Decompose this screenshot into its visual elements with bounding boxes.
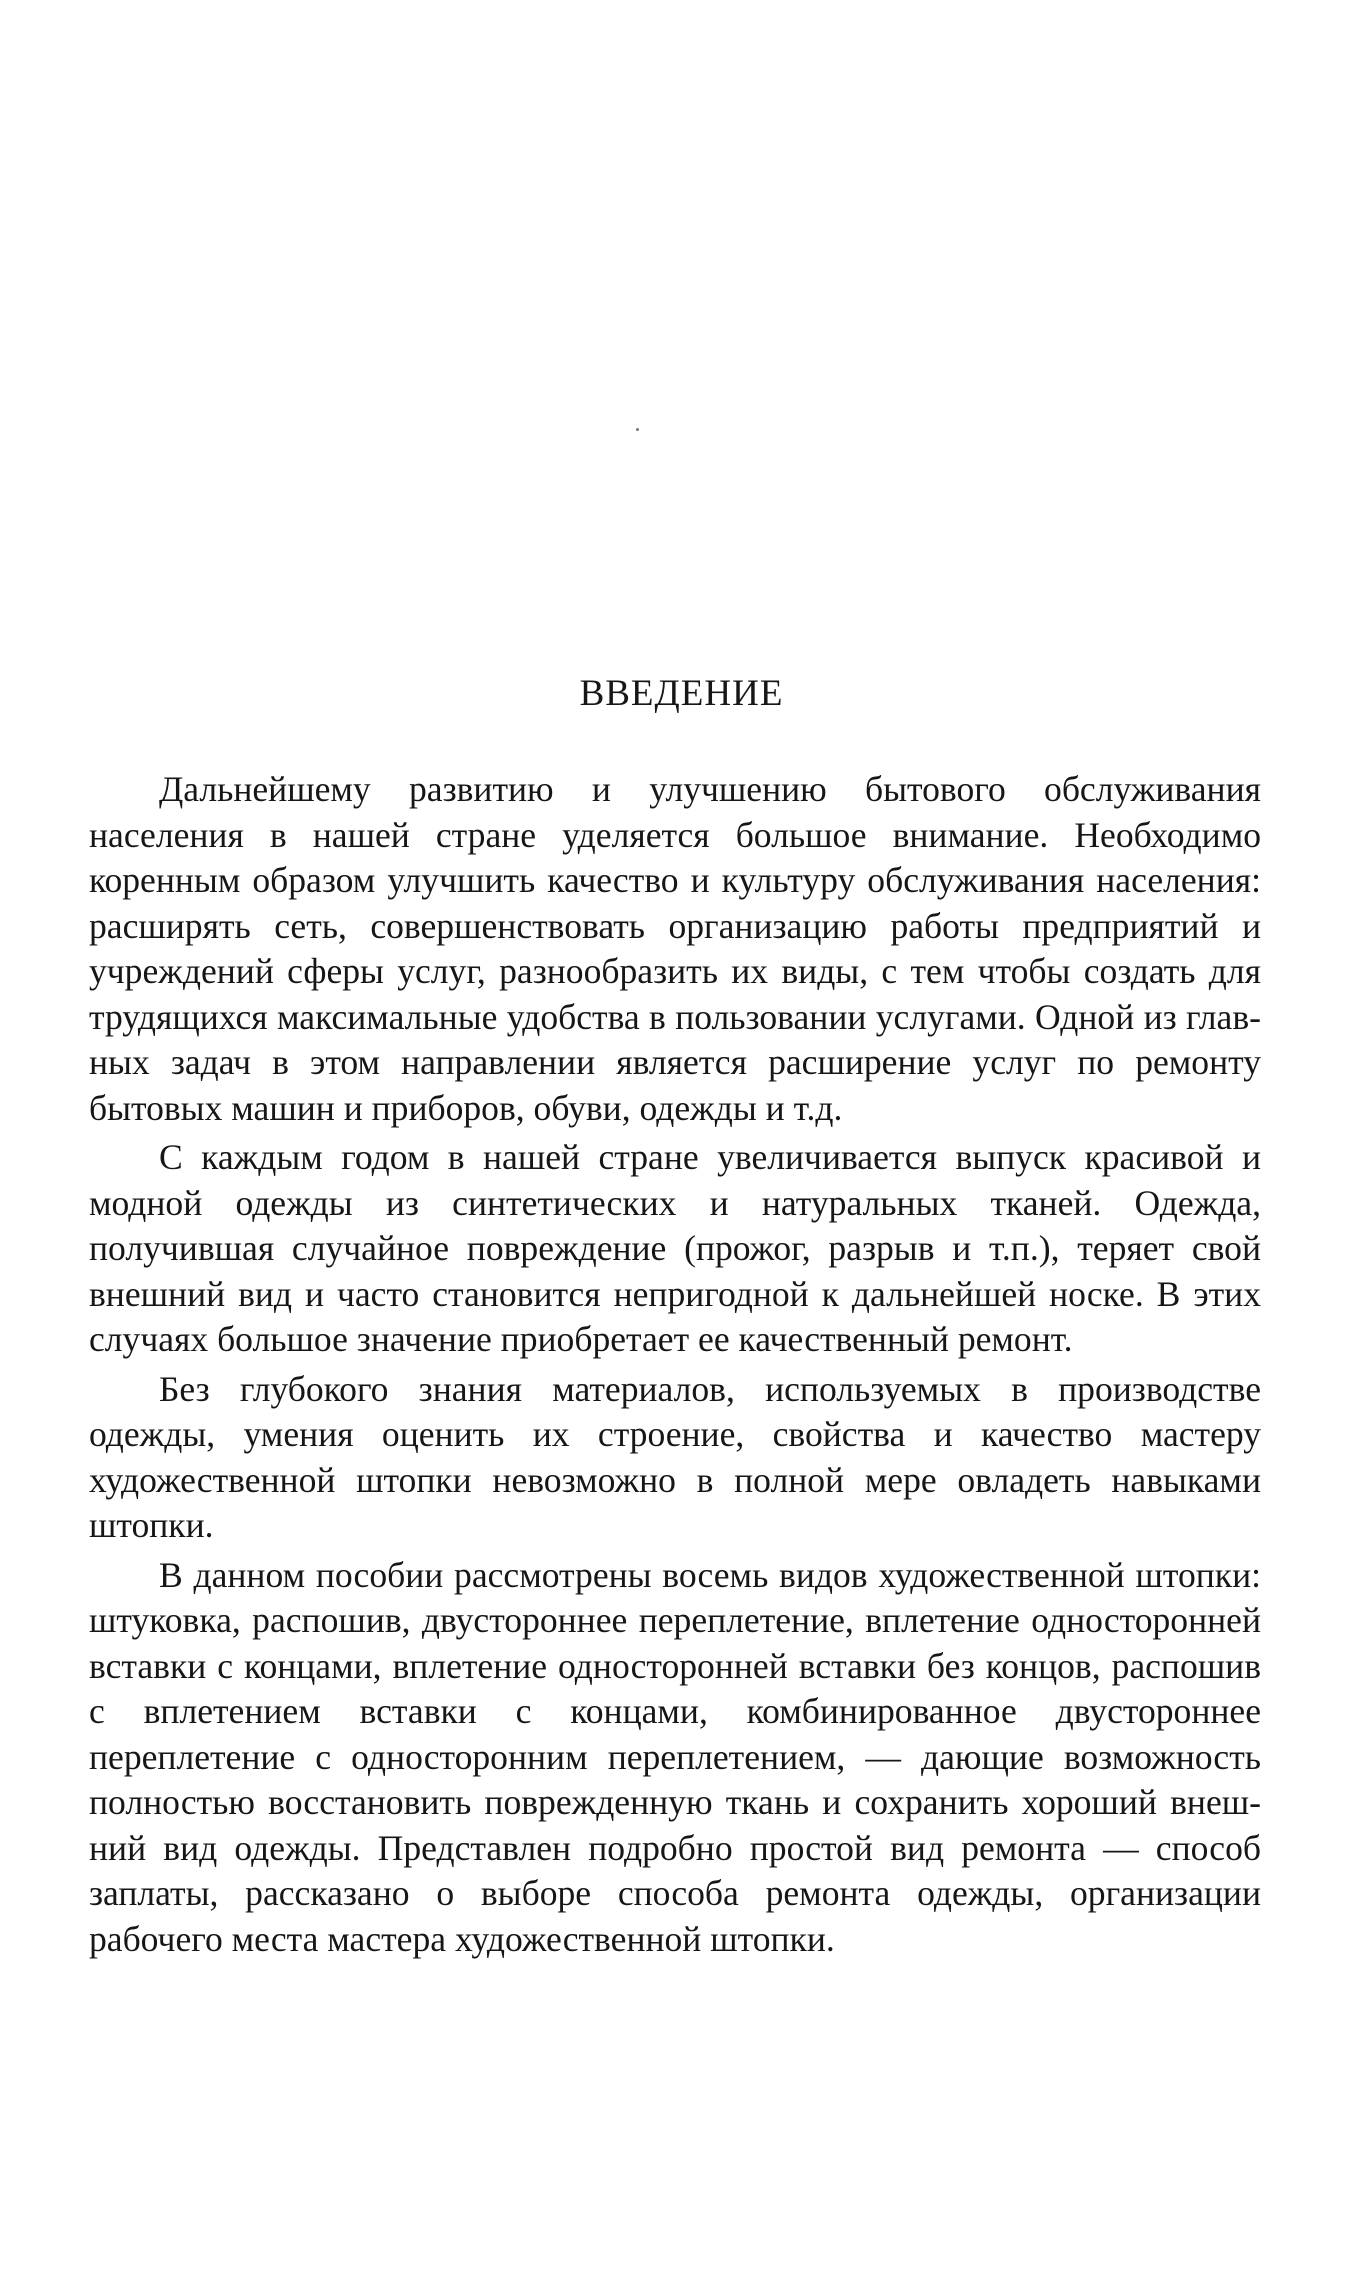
chapter-heading: ВВЕДЕНИЕ [579,673,784,714]
paragraph-2: С каждым годом в нашей стране увеличивается выпуск красивой и модной одежды из синтетических и натуральных тканей. Одежда, получившая случайное повреждение (прожог, разрыв и т.п.), теряет свой внешний вид и часто становится непригодной к дальнейшей носке. В этих случаях большое значение приобретает ее качественный ремонт. [89,1137,1261,1359]
paragraph-1: Дальнейшему развитию и улучшению бытового обслуживания населения в нашей стране уделяется большое внимание. Необходимо коренным образом улучшить качество и культуру обслуживания населения: расширять сеть, совершенствовать организацию работы предприятий и учреждений сферы услуг, разнообразить их виды, с тем чтобы создать для трудящихся максимальные удобства в пользовании услугами. Одной из главных задач в этом направлении является расширение услуг по ремонту бытовых машин и приборов, обуви, одежды и т.д. [89,769,1261,1128]
paragraph-3: Без глубокого знания материалов, используемых в производстве одежды, умения оценить их строение, свойства и качество мастеру художественной штопки невозможно в полной мере овладеть навыками штопки. [89,1368,1261,1545]
paragraph-4: В данном пособии рассмотрены восемь видов художественной штопки: штуковка, распошив, двустороннее переплетение, вплетение односторонней вставки с концами, вплетение односторонней вставки без концов, распошив с вплетением вставки с концами, комбинированное двустороннее переплетение с односторонним переплетением, — дающие возможность полностью восстановить поврежденную ткань и сохранить хороший внешний вид одежды. Представлен подробно простой вид ремонта — способ заплаты, рассказано о выборе способа ремонта одежды, организации рабочего места мастера художественной штопки. [89,1554,1261,1959]
scan-speck [636,428,639,431]
body-text [89,767,1261,1962]
